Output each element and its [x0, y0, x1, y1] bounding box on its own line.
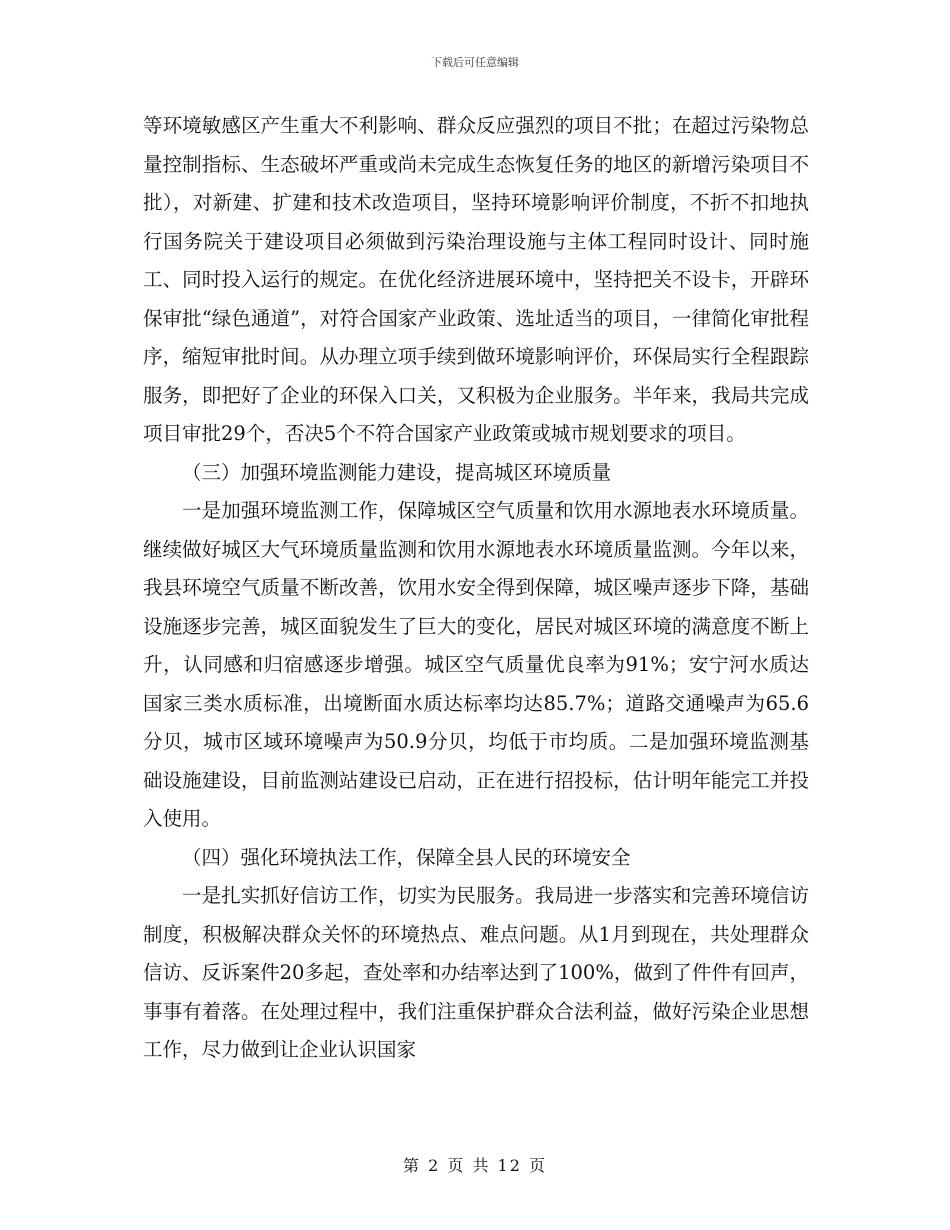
body-paragraph: 一是加强环境监测工作，保障城区空气质量和饮用水源地表水环境质量。继续做好城区大气环境质量监测和饮用水源地表水环境质量监测。今年以来，我县环境空气质量不断改善，饮用水安全得到保障，城区噪声逐步下降，基础设施逐步完善，城区面貌发生了巨大的变化，居民对城区环境的满意度不断上升，认同感和归宿感逐步增强。城区空气质量优良率为91%；安宁河水质达国家三类水质标准，出境断面水质达标率均达85.7%；道路交通噪声为65.6分贝，城市区域环境噪声为50.9分贝，均低于市均质。二是加强环境监测基础设施建设，目前监测站建设已启动，正在进行招投标，估计明年能完工并投入使用。: [143, 499, 809, 830]
page-header: 下载后可任意编辑: [431, 56, 519, 69]
section-heading: （四）强化环境执法工作，保障全县人民的环境安全: [182, 845, 631, 869]
document-body: [143, 107, 809, 1070]
page-number: 第 2 页 共 12 页: [403, 1156, 547, 1175]
body-paragraph: 等环境敏感区产生重大不利影响、群众反应强烈的项目不批；在超过污染物总量控制指标、生态破坏严重或尚未完成生态恢复任务的地区的新增污染项目不批），对新建、扩建和技术改造项目，坚持环境影响评价制度，不折不扣地执行国务院关于建设项目必须做到污染治理设施与主体工程同时设计、同时施工、同时投入运行的规定。在优化经济进展环境中，坚持把关不设卡，开辟环保审批“绿色通道”，对符合国家产业政策、选址适当的项目，一律简化审批程序，缩短审批时间。从办理立项手续到做环境影响评价，环保局实行全程跟踪服务，即把好了企业的环保入口关，又积极为企业服务。半年来，我局共完成项目审批29个，否决5个不符合国家产业政策或城市规划要求的项目。: [143, 114, 809, 445]
body-paragraph: 一是扎实抓好信访工作，切实为民服务。我局进一步落实和完善环境信访制度，积极解决群众关怀的环境热点、难点问题。从1月到现在，共处理群众信访、反诉案件20多起，查处率和办结率达到了100%，做到了件件有回声，事事有着落。在处理过程中，我们注重保护群众合法利益，做好污染企业思想工作，尽力做到让企业认识国家: [143, 884, 809, 1061]
section-heading: （三）加强环境监测能力建设，提高城区环境质量: [182, 460, 612, 484]
